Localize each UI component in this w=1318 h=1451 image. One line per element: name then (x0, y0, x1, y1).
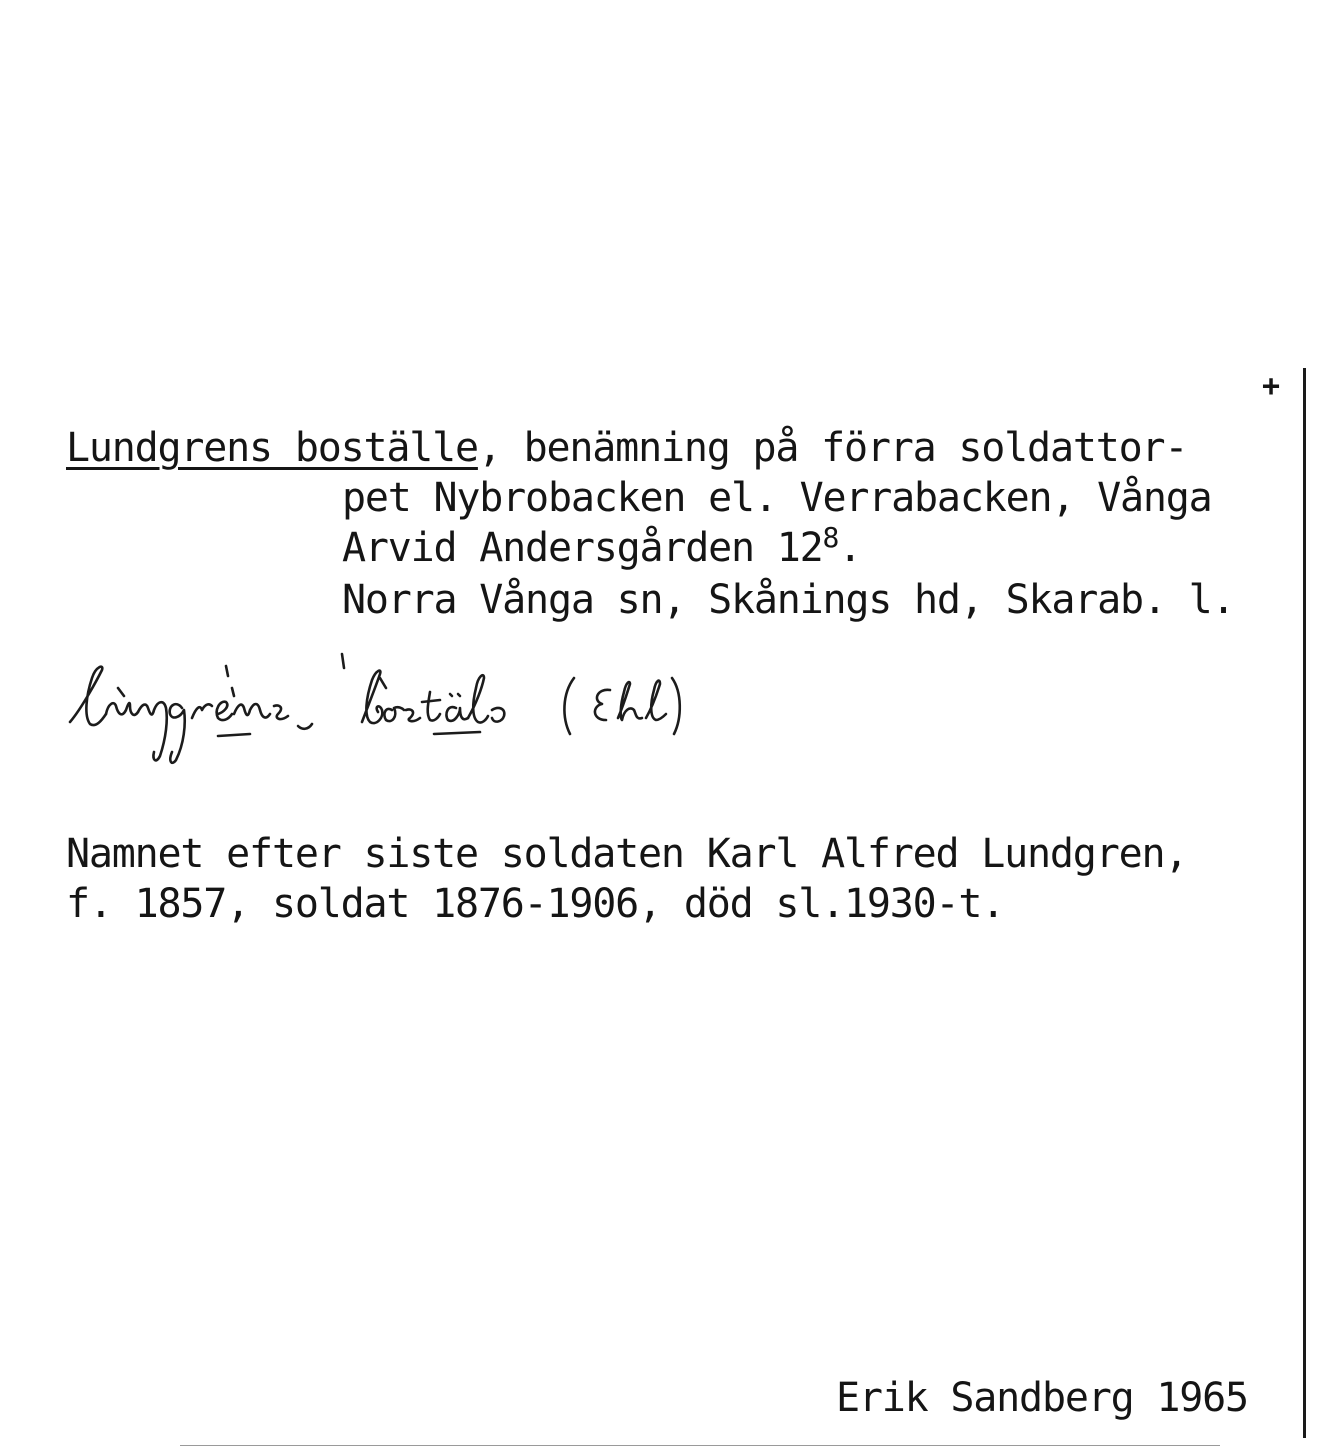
corner-plus-mark: + (1262, 369, 1281, 404)
card-right-edge (1303, 368, 1306, 1438)
entry-line-3-superscript: 8 (822, 521, 839, 554)
entry-line-3 (342, 522, 861, 574)
handwritten-pronunciation (62, 648, 982, 778)
author-year: Erik Sandberg 1965 (836, 1375, 1248, 1421)
entry-line-2: pet Nybrobacken el. Verrabacken, Vånga (342, 475, 1212, 521)
headword: Lundgrens boställe (66, 425, 478, 471)
note-line-1: Namnet efter siste soldaten Karl Alfred Lundgren, (66, 831, 1188, 877)
note-line-2: f. 1857, soldat 1876-1906, död sl.1930-t. (66, 881, 1005, 927)
entry-line-3-main: Arvid Andersgården 12 (342, 525, 823, 571)
entry-line-3-end: . (838, 525, 862, 571)
handwriting-strokes (62, 648, 982, 778)
entry-line-1-rest: , benämning på förra soldattor- (477, 425, 1188, 471)
card-bottom-edge (180, 1445, 1220, 1446)
entry-line-1 (66, 422, 1187, 474)
entry-line-4: Norra Vånga sn, Skånings hd, Skarab. l. (342, 577, 1235, 623)
